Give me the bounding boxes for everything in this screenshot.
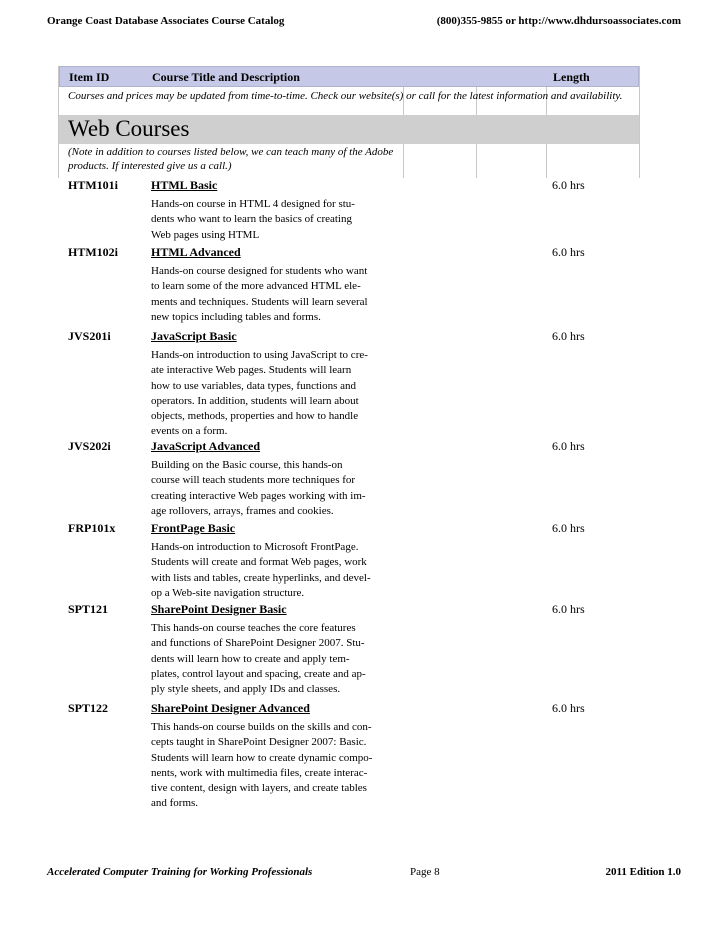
update-notice: Courses and prices may be updated from time-to-time. Check our website(s) or call for the latest information and availability.	[68, 90, 623, 102]
course-length: 6.0 hrs	[552, 178, 585, 192]
section-title: Web Courses	[68, 116, 190, 141]
course-id: FRP101x	[68, 521, 116, 535]
course-title-link[interactable]: JavaScript Advanced	[151, 439, 261, 453]
course-title-link[interactable]: SharePoint Designer Advanced	[151, 701, 310, 715]
course-description: Hands-on course in HTML 4 designed for stu- dents who want to learn the basics of creating Web pages using HTML	[151, 198, 355, 241]
course-description: Hands-on introduction to using JavaScript to cre- ate interactive Web pages. Students will learn how to use variables, data types, functions and operators. In addition, students will learn about objects, methods, properties and how to handle events on a form.	[151, 349, 368, 438]
course-title-link[interactable]: JavaScript Basic	[151, 329, 237, 343]
catalog-title: Orange Coast Database Associates Course Catalog	[47, 15, 285, 27]
course-id: SPT121	[68, 602, 109, 616]
grid-line	[639, 66, 640, 178]
course-title-link[interactable]: SharePoint Designer Basic	[151, 602, 287, 616]
course-id: JVS201i	[68, 329, 111, 343]
course-id: JVS202i	[68, 439, 111, 453]
course-title-link[interactable]: HTML Advanced	[151, 245, 241, 259]
course-title-link[interactable]: HTML Basic	[151, 178, 218, 192]
section-note: (Note in addition to courses listed below, we can teach many of the Adobe products. If interested give us a call.)	[68, 146, 394, 172]
page-number: Page 8	[410, 866, 440, 878]
course-description: Building on the Basic course, this hands-on course will teach students more techniques for creating interactive Web pages working with im- age rollovers, arrays, frames and cookies.	[151, 459, 366, 517]
column-header-length: Length	[553, 70, 590, 84]
course-length: 6.0 hrs	[552, 521, 585, 535]
course-title-link[interactable]: FrontPage Basic	[151, 521, 236, 535]
edition-label: 2011 Edition 1.0	[605, 866, 681, 878]
course-description: Hands-on introduction to Microsoft FrontPage. Students will create and format Web pages, work with lists and tables, create hyperlinks, and devel- op a Web-site navigation structure.	[151, 541, 371, 599]
course-description: Hands-on course designed for students who want to learn some of the more advanced HTML ele- ments and techniques. Students will learn several new topics including tables and forms.	[151, 265, 368, 323]
course-description: This hands-on course builds on the skills and con- cepts taught in SharePoint Designer 2007: Basic. Students will learn how to create dynamic compo- nents, work with multimedia files, create interac- tive content, design with layers, and create tables and forms.	[151, 721, 373, 810]
course-length: 6.0 hrs	[552, 602, 585, 616]
course-length: 6.0 hrs	[552, 701, 585, 715]
contact-info: (800)355-9855 or http://www.dhdursoassociates.com	[436, 15, 681, 27]
column-header-title: Course Title and Description	[152, 70, 300, 84]
course-id: SPT122	[68, 701, 109, 715]
course-description: This hands-on course teaches the core features and functions of SharePoint Designer 2007. Stu- dents will learn how to create and apply tem- plates, control layout and spacing, create and ap- ply style sheets, and apply IDs and classes.	[151, 622, 366, 696]
course-id: HTM102i	[68, 245, 118, 259]
column-header-item-id: Item ID	[69, 70, 110, 84]
section-header	[59, 115, 639, 144]
course-length: 6.0 hrs	[552, 245, 585, 259]
course-length: 6.0 hrs	[552, 439, 585, 453]
column-header-row	[59, 66, 639, 87]
footer-tagline: Accelerated Computer Training for Working Professionals	[47, 866, 313, 878]
course-length: 6.0 hrs	[552, 329, 585, 343]
course-id: HTM101i	[68, 178, 118, 192]
